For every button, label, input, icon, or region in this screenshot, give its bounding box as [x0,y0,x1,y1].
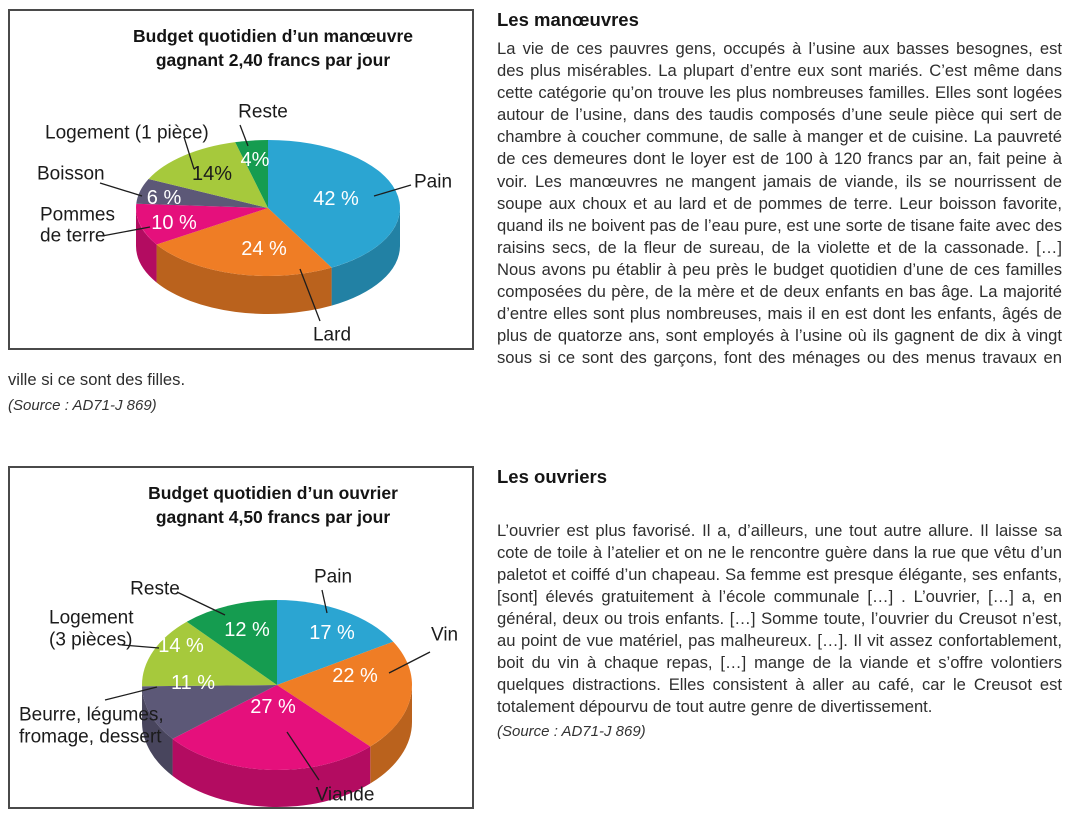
section-heading-manoeuvres: Les manœuvres [497,9,639,30]
percent-label: 17 % [309,621,355,644]
source-citation-manoeuvres: (Source : AD71-J 869) [8,396,157,414]
figure-title-line2: gagnant 2,40 francs par jour [155,50,391,70]
percent-label: 10 % [151,212,197,234]
paragraph-ouvriers: L’ouvrier est plus favorisé. Il a, d’ailleurs, une tout autre allure. Il laisse sa cote de toile à l’atelier et on ne le rencontre guère dans la rue que vêtu d’un paletot et coiffé d’un chapeau. Sa femme est presque élégante, ses enfants, [sont] élevés gratuitement à l’école communale […] . L’ouvrier, […] a, en général, deux ou trois enfants. […] Somme toute, l’ouvrier du Creusot n’est, au point de vue matériel, pas malheureux. […]. Il vit assez confortablement, boit du vin à chaque repas, […] mange de la viande et s’offre volontiers quelques distractions. Elles consistent à aller au café, car le Creusot est totalement dépourvu de tout autre genre de divertissement. [497,520,1062,717]
slice-label: Pain [313,566,353,587]
slice-label: Reste [130,578,180,599]
percent-label: 24 % [241,238,287,260]
slice-label: Logement (1 pièce) [45,122,209,144]
slice-label: fromage, dessert [19,726,162,747]
figure-title-line1: Budget quotidien d’un manœuvre [133,26,413,46]
figure-budget-ouvrier [8,466,474,809]
source-citation-ouvriers: (Source : AD71-J 869) [497,723,646,741]
section-manoeuvres [8,9,1062,414]
section-ouvriers [8,466,1062,821]
slice-label: de terre [40,225,106,247]
percent-label: 22 % [332,664,378,687]
percent-label: 6 % [146,187,182,209]
slice-label: Reste [238,101,288,123]
figure-budget-manoeuvre [8,9,474,350]
percent-label: 14% [191,163,233,185]
slice-label: Lard [312,324,352,346]
percent-label: 27 % [250,695,296,718]
slice-label: Pommes [40,204,115,226]
percent-label: 42 % [313,188,359,210]
slice-label: Pain [414,171,453,193]
percent-label: 12 % [224,618,270,641]
figure-title [10,481,472,529]
paragraph-manoeuvres: La vie de ces pauvres gens, occupés à l’usine aux basses besognes, est des plus misérables. La plupart d’entre eux sont mariés. C’est même dans cette catégorie qu’on trouve les plus nombreuses familles. Elles sont logées autour de l’usine, dans des taudis composés d’une seule pièce qui sert de chambre à coucher commune, de salle à manger et de cuisine. La pauvreté de ces demeures dont le loyer est de 100 à 120 francs par an, fait peine à voir. Les manœuvres ne mangent jamais de viande, ils se nourrissent de soupe aux choux et au lard et de pommes de terre. Leur boisson favorite, quand ils ne boivent pas de l’eau pure, est une sorte de tisane faite avec des raisins secs, de la fleur de sureau, de la violette et de la cassonade. […] Nous avons pu établir à peu près le budget quotidien d’une de ces familles composées du père, de la mère et de deux enfants en bas âge. La majorité d’entre elles sont plus nombreuses, mais il en est dont les enfants, âgés de plus de quatorze ans, sont employés à l’usine où ils gagnent de dix à vingt sous si ce sont des garçons, font des ménages ou des menus travaux en ville si ce sont des filles. [8,39,1062,390]
leader-line [100,183,142,196]
slice-label: (3 pièces) [49,629,133,650]
leader-line [177,592,225,615]
figure-title-line2: gagnant 4,50 francs par jour [155,506,391,527]
percent-label: 11 % [170,671,216,694]
percent-label: 14 % [158,634,204,657]
slice-label: Vin [431,624,459,645]
slice-label: Viande [315,784,375,805]
slice-label: Logement [49,607,134,628]
slice-label: Boisson [37,163,105,185]
figure-title-line1: Budget quotidien d’un ouvrier [148,482,398,503]
section-heading-ouvriers: Les ouvriers [497,465,608,487]
slice-label: Beurre, légumes, [19,704,164,725]
percent-label: 4% [240,149,270,171]
figure-title [10,24,472,72]
